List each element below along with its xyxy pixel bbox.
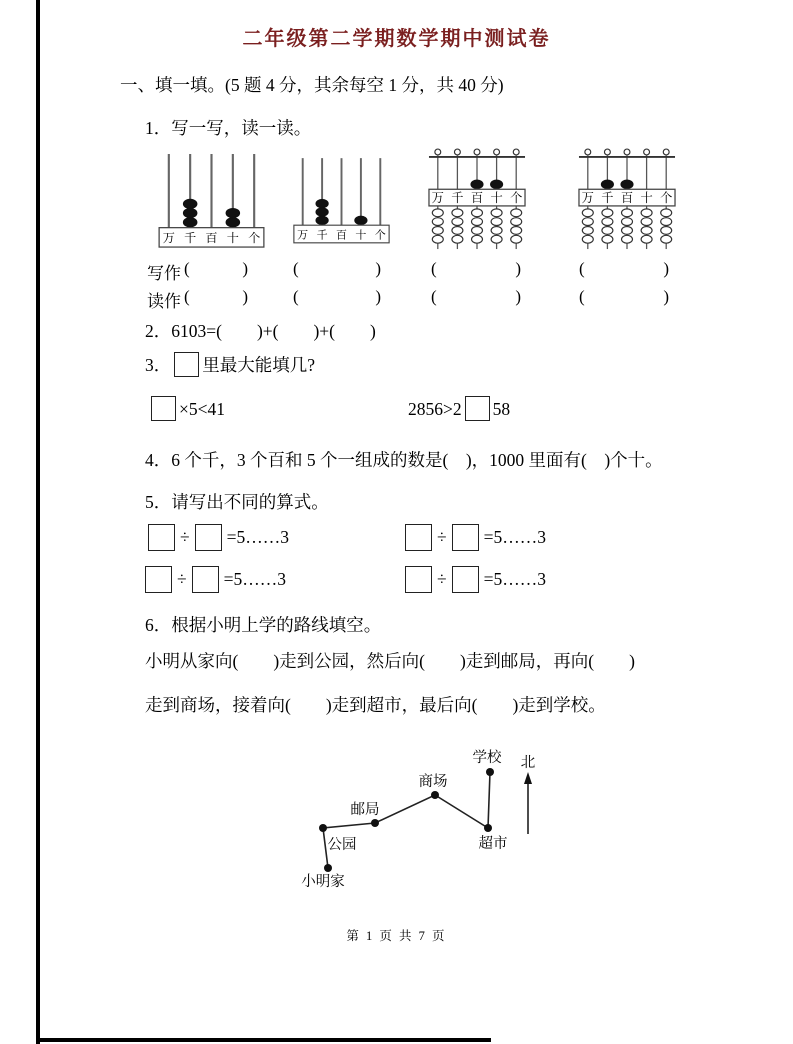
paren-open: (: [579, 259, 585, 278]
equation-result: =5……3: [483, 527, 546, 547]
abacus-bead: [226, 208, 240, 217]
paren-close: ): [375, 259, 381, 278]
paren-open: (: [431, 287, 437, 306]
abacus-bead: [471, 180, 483, 189]
abacus-bead: [316, 216, 328, 224]
write-answer-blank-2: [293, 259, 381, 279]
abacus-bead-stack: [602, 209, 613, 243]
map-node-home: [324, 864, 332, 872]
abacus-bead: [621, 180, 633, 189]
paren-close: ): [663, 287, 669, 306]
abacus-bead-stack: [582, 209, 593, 243]
abacus-place-label: 百: [205, 231, 218, 246]
expression-1-text: ×5<41: [179, 399, 225, 419]
answer-box: [195, 524, 222, 551]
equation-3: [145, 566, 286, 593]
question-6-line-1: 小明从家向( )走到公园，然后向( )走到邮局，再向( ): [145, 651, 635, 671]
abacus-bead: [183, 218, 197, 227]
answer-box: [148, 524, 175, 551]
abacus-place-label: 百: [620, 191, 634, 205]
write-answer-blank-3: [431, 259, 521, 279]
map-label-park: 公园: [327, 837, 357, 853]
abacus-bead: [491, 180, 503, 189]
map-label-school: 学校: [472, 750, 502, 766]
paren-close: ): [375, 287, 381, 306]
abacus-bead: [601, 180, 613, 189]
answer-box: [452, 524, 479, 551]
equation-1: [148, 524, 289, 551]
paren-open: (: [293, 287, 299, 306]
equation-result: =5……3: [223, 569, 286, 589]
abacus-bead-stack: [661, 209, 672, 243]
question-5-label: 5．请写出不同的算式。: [145, 492, 329, 512]
paren-open: (: [579, 287, 585, 306]
map-label-post-office: 邮局: [350, 802, 380, 818]
section-1-heading: 一、填一填。(5 题 4 分，其余每空 1 分，共 40 分): [120, 75, 504, 95]
paren-open: (: [293, 259, 299, 278]
equation-result: =5……3: [226, 527, 289, 547]
map-node-mall: [431, 791, 439, 799]
paren-close: ): [242, 259, 248, 278]
abacus-place-label: 万: [162, 231, 175, 246]
divide-sign: ÷: [180, 527, 190, 547]
question-1-label: 1．写一写，读一读。: [145, 118, 312, 138]
question-6-line-2: 走到商场，接着向( )走到超市，最后向( )走到学校。: [145, 695, 606, 715]
north-arrow-head: [524, 772, 532, 784]
map-label-north: 北: [520, 755, 536, 771]
abacus-place-label: 十: [355, 229, 367, 242]
question-4-text: 4．6 个千，3 个百和 5 个一组成的数是( )，1000 里面有( )个十。: [145, 450, 663, 470]
read-answer-blank-3: [431, 287, 521, 307]
answer-box: [405, 524, 432, 551]
expression-2-suffix: 58: [492, 399, 511, 419]
answer-box: [145, 566, 172, 593]
paren-open: (: [431, 259, 437, 278]
map-node-park: [319, 824, 327, 832]
divide-sign: ÷: [437, 569, 447, 589]
abacus-place-label: 万: [581, 191, 594, 205]
abacus-place-label: 千: [601, 191, 614, 205]
map-node-supermarket: [484, 824, 492, 832]
abacus-bead-stack: [491, 209, 502, 243]
abacus-bead-stack: [472, 209, 483, 243]
abacus-bead: [355, 216, 367, 224]
paren-open: (: [184, 259, 190, 278]
route-map: [278, 737, 578, 907]
question-6-label: 6．根据小明上学的路线填空。: [145, 615, 382, 635]
abacus-bead: [183, 208, 197, 217]
expression-2-prefix: 2856>2: [408, 399, 462, 419]
question-3-text: 里最大能填几?: [202, 355, 316, 375]
read-row-label: 读作: [147, 292, 181, 311]
equation-result: =5……3: [483, 569, 546, 589]
abacus-bead: [226, 218, 240, 227]
abacus-place-label: 百: [335, 229, 348, 242]
map-node-school: [486, 768, 494, 776]
abacus-figure-2: [293, 152, 390, 249]
abacus-bead-stack: [511, 209, 522, 243]
read-answer-blank-2: [293, 287, 381, 307]
answer-box: [405, 566, 432, 593]
read-answer-blank-4: [579, 287, 669, 307]
abacus-place-label: 个: [660, 191, 673, 205]
paren-close: ): [242, 287, 248, 306]
abacus-place-label: 千: [316, 229, 328, 242]
map-label-mall: 商场: [418, 774, 448, 790]
abacus-bead-stack: [622, 209, 633, 243]
write-row-label: 写作: [147, 264, 181, 283]
abacus-bead: [316, 199, 328, 207]
abacus-place-label: 千: [451, 191, 464, 205]
abacus-bead-stack: [432, 209, 443, 243]
page-bottom-border: [36, 1038, 491, 1042]
equation-2: [405, 524, 546, 551]
abacus-place-label: 万: [431, 191, 444, 205]
paren-close: ): [515, 287, 521, 306]
route-path: [323, 772, 490, 868]
read-answer-blank-1: [184, 287, 248, 307]
abacus-figure-4: [578, 147, 676, 257]
abacus-place-label: 万: [297, 229, 309, 242]
equation-4: [405, 566, 546, 593]
abacus-place-label: 个: [248, 231, 261, 246]
write-answer-blank-1: [184, 259, 248, 279]
map-label-supermarket: 超市: [478, 836, 508, 852]
abacus-figure-1: [158, 152, 265, 249]
write-answer-blank-4: [579, 259, 669, 279]
answer-box: [465, 396, 490, 421]
paren-close: ): [663, 259, 669, 278]
map-node-post-office: [371, 819, 379, 827]
page-left-border: [36, 0, 40, 1044]
abacus-place-label: 个: [374, 229, 386, 242]
abacus-place-label: 十: [490, 191, 503, 205]
divide-sign: ÷: [437, 527, 447, 547]
abacus-place-label: 百: [470, 191, 484, 205]
abacus-place-label: 十: [640, 191, 653, 205]
page-footer: 第 1 页 共 7 页: [346, 929, 447, 943]
map-label-home: 小明家: [301, 874, 345, 890]
question-3-expression-2: [408, 396, 510, 421]
abacus-bead-stack: [452, 209, 463, 243]
abacus-place-label: 个: [510, 191, 523, 205]
question-3-number: 3．: [145, 355, 172, 375]
page-title: 二年级第二学期数学期中测试卷: [242, 28, 551, 50]
divide-sign: ÷: [177, 569, 187, 589]
question-3-expression-1: [148, 396, 225, 421]
answer-box: [174, 352, 199, 377]
paren-close: ): [515, 259, 521, 278]
abacus-place-label: 千: [184, 231, 197, 246]
abacus-bead: [183, 199, 197, 208]
abacus-bead: [316, 208, 328, 216]
question-3-label: [145, 352, 315, 377]
paren-open: (: [184, 287, 190, 306]
answer-box: [452, 566, 479, 593]
answer-box: [151, 396, 176, 421]
abacus-figure-3: [428, 147, 526, 257]
answer-box: [192, 566, 219, 593]
abacus-bead-stack: [641, 209, 652, 243]
question-2-text: 2．6103=( )+( )+( ): [145, 321, 376, 341]
abacus-place-label: 十: [226, 231, 239, 246]
